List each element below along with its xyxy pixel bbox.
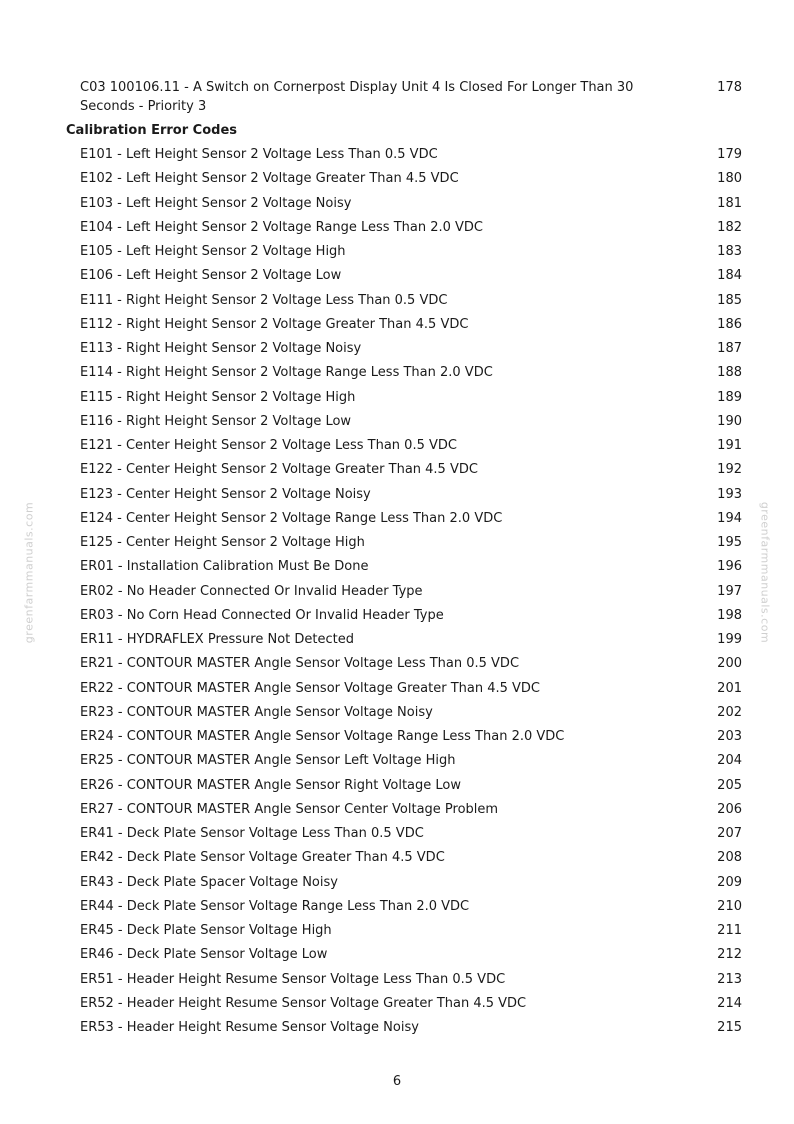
toc-entry[interactable] [80, 315, 742, 334]
toc-entry-page: 209 [717, 874, 742, 890]
toc-entry-page: 179 [717, 147, 742, 162]
toc-entry-title: E111 - Right Height Sensor 2 Voltage Less Than 0.5 VDC [80, 292, 448, 308]
toc-entry-title: E105 - Left Height Sensor 2 Voltage High [80, 244, 346, 259]
toc-entry-page: 196 [717, 559, 742, 575]
toc-entry[interactable] [80, 388, 742, 407]
toc-entry[interactable] [80, 800, 742, 819]
toc-entry-title: ER42 - Deck Plate Sensor Voltage Greater Than 4.5 VDC [80, 850, 445, 866]
toc-entry-title: ER51 - Header Height Resume Sensor Voltage Less Than 0.5 VDC [80, 971, 506, 987]
toc-entry-page: 214 [717, 995, 742, 1011]
toc-entry-page: 212 [717, 947, 742, 963]
toc-entry[interactable] [80, 194, 742, 213]
toc-entry-page: 213 [717, 971, 742, 987]
toc-entry-title: E125 - Center Height Sensor 2 Voltage High [80, 535, 365, 550]
toc-entry[interactable] [80, 242, 742, 261]
toc-entry[interactable] [80, 460, 742, 479]
toc-entry-title: ER21 - CONTOUR MASTER Angle Sensor Voltage Less Than 0.5 VDC [80, 656, 520, 672]
toc-entry-page: 204 [717, 753, 742, 769]
toc-entry[interactable] [80, 654, 742, 673]
toc-entry-title: ER41 - Deck Plate Sensor Voltage Less Than 0.5 VDC [80, 826, 424, 841]
toc-entry-page: 211 [717, 923, 742, 938]
toc-entry[interactable] [80, 266, 742, 285]
toc-entry-title: E103 - Left Height Sensor 2 Voltage Noisy [80, 195, 352, 211]
toc-entry[interactable] [80, 970, 742, 989]
toc-entry[interactable] [80, 218, 742, 237]
toc-entry-page: 186 [717, 316, 742, 332]
toc-entry-title: ER52 - Header Height Resume Sensor Voltage Greater Than 4.5 VDC [80, 995, 527, 1011]
toc-entry-title: ER22 - CONTOUR MASTER Angle Sensor Voltage Greater Than 4.5 VDC [80, 680, 541, 696]
toc-entry[interactable] [80, 291, 742, 310]
toc-entry-page: 182 [717, 219, 742, 235]
toc-entry-title: E115 - Right Height Sensor 2 Voltage High [80, 389, 356, 405]
toc-entry[interactable] [80, 533, 742, 552]
toc-entry-page: 195 [717, 535, 742, 550]
toc-entry-page: 203 [717, 729, 742, 744]
toc-entry-page: 189 [717, 389, 742, 405]
toc-entry[interactable] [80, 921, 742, 940]
toc-entry-page: 210 [717, 898, 742, 914]
toc-entry-page: 206 [717, 801, 742, 817]
toc-entry-title: E123 - Center Height Sensor 2 Voltage Noisy [80, 486, 371, 502]
toc-entry[interactable] [80, 169, 742, 188]
toc-entry-page: 194 [717, 510, 742, 526]
toc-entry-title: ER25 - CONTOUR MASTER Angle Sensor Left Voltage High [80, 753, 456, 769]
toc-entry-title: ER27 - CONTOUR MASTER Angle Sensor Center Voltage Problem [80, 801, 499, 817]
toc-entry-page: 198 [717, 607, 742, 623]
toc-entry-page: 207 [717, 826, 742, 841]
toc-entry[interactable] [80, 994, 742, 1013]
toc-entry-title: E104 - Left Height Sensor 2 Voltage Range Less Than 2.0 VDC [80, 219, 483, 235]
toc-entry-title: ER24 - CONTOUR MASTER Angle Sensor Voltage Range Less Than 2.0 VDC [80, 729, 565, 744]
toc-entry[interactable] [80, 776, 742, 795]
toc-entry-first[interactable] [80, 78, 742, 116]
toc-entry-title: E102 - Left Height Sensor 2 Voltage Greater Than 4.5 VDC [80, 171, 459, 187]
toc-entry[interactable] [80, 897, 742, 916]
toc-entry-title: E106 - Left Height Sensor 2 Voltage Low [80, 268, 342, 284]
toc-entry[interactable] [80, 679, 742, 698]
toc-entry[interactable] [80, 557, 742, 576]
page-number: 6 [392, 1074, 402, 1089]
toc-entry-title: C03 100106.11 - A Switch on Cornerpost Display Unit 4 Is Closed For Longer Than 30 Seconds - Priority 3 [80, 80, 634, 114]
toc-entry[interactable] [80, 727, 742, 746]
section-heading: Calibration Error Codes [66, 123, 237, 138]
watermark-right: greenfarmmanuals.com [758, 501, 772, 644]
toc-entry-title: ER03 - No Corn Head Connected Or Invalid Header Type [80, 607, 444, 623]
toc-entry-page: 215 [717, 1020, 742, 1035]
toc-entry-page: 191 [717, 438, 742, 453]
toc-entry[interactable] [80, 145, 742, 164]
toc-entry-title: E116 - Right Height Sensor 2 Voltage Low [80, 413, 352, 429]
toc-entry-page: 181 [717, 195, 742, 211]
toc-entry-page: 205 [717, 777, 742, 793]
toc-entry[interactable] [80, 703, 742, 722]
toc-entry-title: ER01 - Installation Calibration Must Be Done [80, 559, 369, 575]
toc-entry-page: 193 [717, 486, 742, 502]
toc-entry-page: 185 [717, 292, 742, 308]
toc-entry-page: 208 [717, 850, 742, 866]
toc-entry[interactable] [80, 363, 742, 382]
toc-entry[interactable] [80, 824, 742, 843]
toc-entry-title: ER45 - Deck Plate Sensor Voltage High [80, 923, 332, 938]
toc-entry-page: 200 [717, 656, 742, 672]
toc-entry-title: ER44 - Deck Plate Sensor Voltage Range Less Than 2.0 VDC [80, 898, 470, 914]
toc-entry[interactable] [80, 509, 742, 528]
toc-entry-page: 192 [717, 462, 742, 478]
toc-entry-title: ER11 - HYDRAFLEX Pressure Not Detected [80, 632, 354, 647]
toc-entry-title: E112 - Right Height Sensor 2 Voltage Greater Than 4.5 VDC [80, 316, 469, 332]
toc-entry-page: 190 [717, 413, 742, 429]
toc-entry[interactable] [80, 485, 742, 504]
toc-entry[interactable] [80, 630, 742, 649]
toc-entry-page: 183 [717, 244, 742, 259]
toc-entry[interactable] [80, 873, 742, 892]
toc-entry-title: E101 - Left Height Sensor 2 Voltage Less Than 0.5 VDC [80, 147, 438, 162]
toc-entry-title: E124 - Center Height Sensor 2 Voltage Range Less Than 2.0 VDC [80, 510, 503, 526]
toc-entry-page: 202 [717, 704, 742, 720]
toc-entry-page: 199 [717, 632, 742, 647]
toc-entry-page: 178 [717, 80, 742, 95]
toc-entry-page: 201 [717, 680, 742, 696]
toc-entry-page: 184 [717, 268, 742, 284]
toc-entry[interactable] [80, 848, 742, 867]
toc-entry[interactable] [80, 751, 742, 770]
toc-entry[interactable] [80, 582, 742, 601]
toc-entry-page: 187 [717, 341, 742, 356]
toc-entry-title: ER46 - Deck Plate Sensor Voltage Low [80, 947, 328, 963]
toc-entry-title: E121 - Center Height Sensor 2 Voltage Less Than 0.5 VDC [80, 438, 457, 453]
toc-entry-title: ER53 - Header Height Resume Sensor Voltage Noisy [80, 1020, 419, 1035]
toc-entry[interactable] [80, 412, 742, 431]
toc-entry-title: E113 - Right Height Sensor 2 Voltage Noisy [80, 341, 362, 356]
toc-entry-page: 180 [717, 171, 742, 187]
toc-entry-title: ER23 - CONTOUR MASTER Angle Sensor Voltage Noisy [80, 704, 433, 720]
toc-entry[interactable] [80, 436, 742, 455]
toc-entry-page: 188 [717, 365, 742, 381]
toc-entry[interactable] [80, 1018, 742, 1037]
toc-entry[interactable] [80, 945, 742, 964]
toc-entry[interactable] [80, 606, 742, 625]
toc-entry-title: E122 - Center Height Sensor 2 Voltage Greater Than 4.5 VDC [80, 462, 478, 478]
watermark-left: greenfarmmanuals.com [22, 501, 36, 644]
toc-entry-page: 197 [717, 583, 742, 599]
toc-entry-title: ER02 - No Header Connected Or Invalid Header Type [80, 583, 423, 599]
toc-entry-title: ER26 - CONTOUR MASTER Angle Sensor Right Voltage Low [80, 777, 461, 793]
toc-entry-title: ER43 - Deck Plate Spacer Voltage Noisy [80, 874, 338, 890]
toc-entry-title: E114 - Right Height Sensor 2 Voltage Range Less Than 2.0 VDC [80, 365, 493, 381]
toc-entry[interactable] [80, 339, 742, 358]
